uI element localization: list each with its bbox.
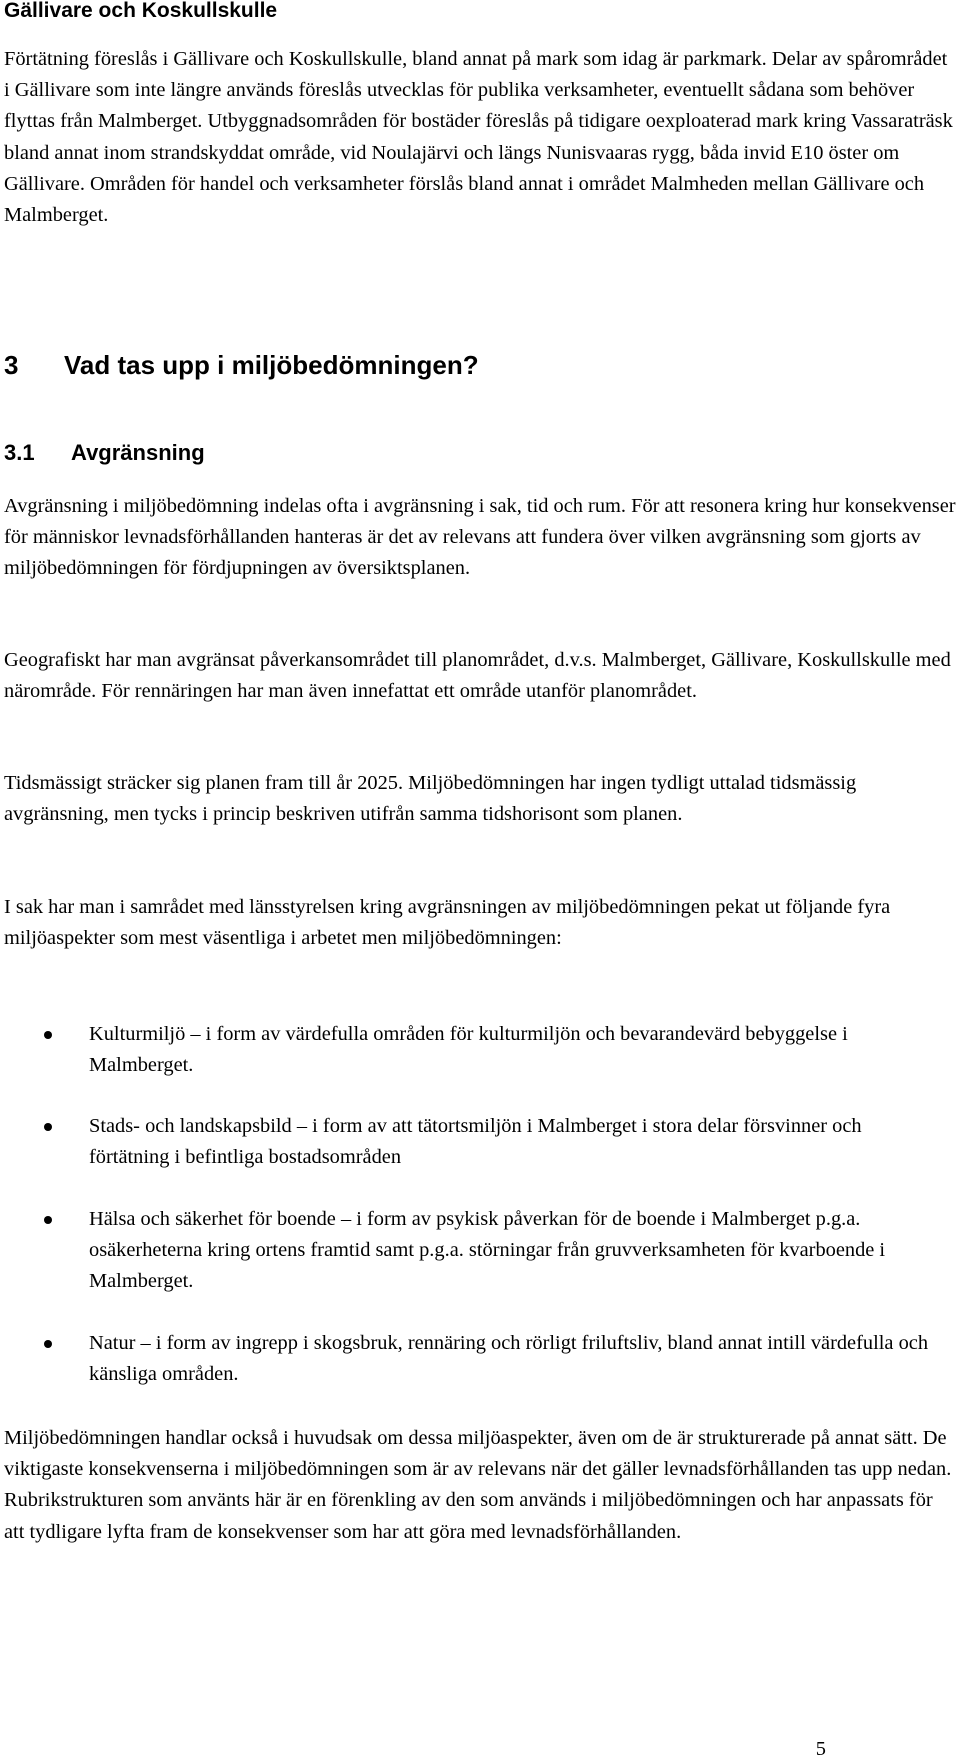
bullet-icon (44, 1031, 52, 1039)
bullet-icon (44, 1123, 52, 1131)
list-item-text: Kulturmiljö – i form av värdefulla områden för kulturmiljön och bevarandevärd bebyggelse i Malmberget. (89, 1023, 848, 1077)
paragraph-subject: I sak har man i samrådet med länsstyrelsen kring avgränsningen av miljöbedömningen pekat ut följande fyra miljöaspekter som mest väsentliga i arbetet men miljöbedömningen: (4, 896, 891, 950)
chapter-number: 3 (4, 350, 19, 380)
chapter-heading (4, 349, 479, 381)
list-item-text: Stads- och landskapsbild – i form av att tätortsmiljön i Malmberget i stora delar försvinner och förtätning i befintliga bostadsområden (89, 1115, 862, 1169)
closing-paragraph: Miljöbedömningen handlar också i huvudsak om dessa miljöaspekter, även om de är strukturerade på annat sätt. De viktigaste konsekvenserna i miljöbedömningen som är av relevans när det gäller levnadsförhållanden tas upp nedan. Rubrikstrukturen som använts här är en förenkling av den som används i miljöbedömningen och har anpassats för att tydligare lyfta fram de konsekvenser som har att göra med levnadsförhållanden. (4, 1427, 952, 1543)
intro-paragraph: Förtätning föreslås i Gällivare och Koskullskulle, bland annat på mark som idag är parkmark. Delar av spårområdet i Gällivare som inte längre används föreslås utvecklas för publika verksamheter, eventuellt sådana som behöver flyttas från Malmberget. Utbyggnadsområden för bostäder föreslås på tidigare oexploaterad mark kring Vassaraträsk bland annat inom strandskyddat område, vid Noulajärvi och längs Nunisvaaras rygg, båda invid E10 öster om Gällivare. Områden för handel och verksamheter förslås bland annat i området Malmheden mellan Gällivare och Malmberget. (4, 48, 953, 227)
list-item-text: Hälsa och säkerhet för boende – i form av psykisk påverkan för de boende i Malmberget p.g.a. osäkerheterna kring ortens framtid samt p.g.a. störningar från gruvverksamheten för kvarboende i Malmberget. (89, 1208, 886, 1293)
section-heading: Gällivare och Koskullskulle (4, 0, 278, 22)
list-item-text: Natur – i form av ingrepp i skogsbruk, rennäring och rörligt friluftsliv, bland annat intill värdefulla och känsliga områden. (89, 1332, 929, 1386)
subsection-heading (4, 439, 205, 467)
bullet-icon (44, 1216, 52, 1224)
subsection-number: 3.1 (4, 440, 35, 465)
chapter-title: Vad tas upp i miljöbedömningen? (64, 350, 479, 380)
paragraph-time: Tidsmässigt sträcker sig planen fram till år 2025. Miljöbedömningen har ingen tydligt uttalad tidsmässig avgränsning, men tycks i princip beskriven utifrån samma tidshorisont som planen. (4, 772, 857, 826)
paragraph-delimitation: Avgränsning i miljöbedömning indelas ofta i avgränsning i sak, tid och rum. För att resonera kring hur konsekvenser för människor levnadsförhållanden hanteras är det av relevans att fundera över vilken avgränsning som gjorts av miljöbedömningen för fördjupningen av översiktsplanen. (4, 495, 956, 580)
paragraph-geography: Geografiskt har man avgränsat påverkansområdet till planområdet, d.v.s. Malmberget, Gällivare, Koskullskulle med närområde. För rennäringen har man även innefattat ett område utanför planområdet. (4, 649, 951, 703)
page-number: 5 (815, 1738, 826, 1760)
subsection-title: Avgränsning (71, 440, 205, 465)
bullet-icon (44, 1340, 52, 1348)
